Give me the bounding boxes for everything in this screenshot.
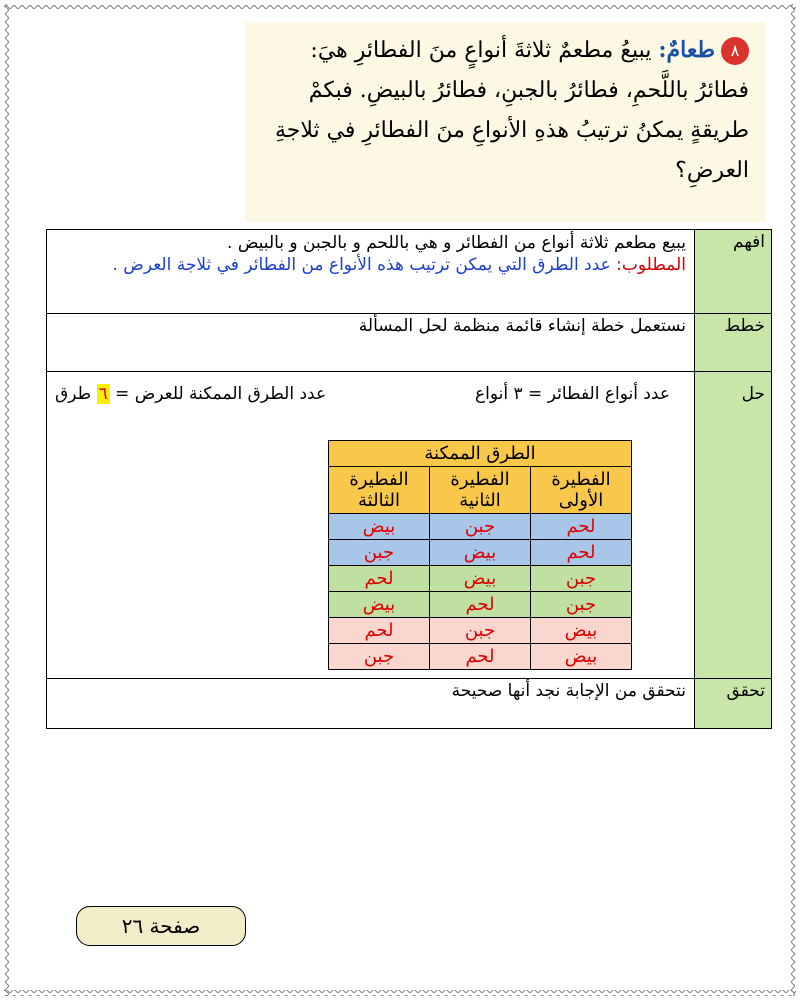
step-understand (47, 230, 772, 314)
header-second-pie: الفطيرة الثانية (430, 467, 531, 514)
step-content-understand (47, 230, 695, 314)
ways-table-cell: لحم (531, 540, 632, 566)
step-label-check: تحقق (695, 679, 772, 729)
ways-table-cell: لحم (329, 566, 430, 592)
result-suffix: طرق (55, 384, 97, 404)
step-plan (47, 314, 772, 372)
solution-steps-table (46, 229, 772, 729)
step-content-check: نتحقق من الإجابة نجد أنها صحيحة (47, 679, 695, 729)
ways-table-cell: جبن (430, 618, 531, 644)
required-text: عدد الطرق التي يمكن ترتيب هذه الأنواع من الفطائر في ثلاجة العرض . (112, 255, 617, 275)
problem-statement (245, 22, 765, 222)
possible-ways-table (328, 440, 632, 670)
ways-table-row (329, 618, 632, 644)
ways-table-row (329, 592, 632, 618)
ways-table-cell: جبن (430, 514, 531, 540)
problem-text: يبيعُ مطعمٌ ثلاثةَ أنواعٍ منَ الفطائرِ هيَ: فطائرُ باللَّحمِ، فطائرُ بالجبنِ، فطائرُ بالبيضِ. فبكمْ طريقةٍ يمكنُ ترتيبُ هذهِ الأنواعِ منَ الفطائرِ في ثلاجةِ العرضِ؟ (274, 38, 749, 183)
ways-table-cell: بيض (531, 644, 632, 670)
step-content-solve (47, 372, 695, 679)
ways-table-cell: بيض (329, 514, 430, 540)
step-label-solve: حل (695, 372, 772, 679)
header-third-pie: الفطيرة الثالثة (329, 467, 430, 514)
page-number: صفحة ٢٦ (76, 906, 246, 946)
ways-table-cell: جبن (329, 540, 430, 566)
problem-keyword: طعامٌ: (658, 37, 715, 63)
step-label-understand: افهم (695, 230, 772, 314)
ways-table-row (329, 514, 632, 540)
count-text: عدد أنواع الفطائر = ٣ أنواع (475, 384, 670, 404)
required-label: المطلوب: (616, 255, 686, 275)
result-value: ٦ (98, 384, 108, 404)
ways-table-cell: بيض (531, 618, 632, 644)
header-first-pie: الفطيرة الأولى (531, 467, 632, 514)
step-check (47, 679, 772, 729)
result-prefix: عدد الطرق الممكنة للعرض = (109, 384, 327, 404)
ways-table-row (329, 540, 632, 566)
step-solve (47, 372, 772, 679)
ways-table-row (329, 566, 632, 592)
result-text (55, 384, 326, 404)
ways-table-cell: جبن (531, 566, 632, 592)
ways-table-cell: بيض (430, 540, 531, 566)
ways-table-cell: جبن (329, 644, 430, 670)
ways-table-cell: لحم (329, 618, 430, 644)
ways-table-row (329, 644, 632, 670)
ways-table-cell: بيض (329, 592, 430, 618)
ways-table-cell: لحم (531, 514, 632, 540)
step-label-plan: خطط (695, 314, 772, 372)
ways-table-cell: بيض (430, 566, 531, 592)
ways-table-title: الطرق الممكنة (329, 441, 632, 467)
given-text: يبيع مطعم ثلاثة أنواع من الفطائر و هي باللحم و بالجبن و بالبيض . (227, 233, 686, 253)
step-content-plan: نستعمل خطة إنشاء قائمة منظمة لحل المسألة (47, 314, 695, 372)
ways-table-cell: لحم (430, 592, 531, 618)
problem-number: ٨ (721, 37, 749, 65)
ways-table-cell: جبن (531, 592, 632, 618)
ways-table-cell: لحم (430, 644, 531, 670)
